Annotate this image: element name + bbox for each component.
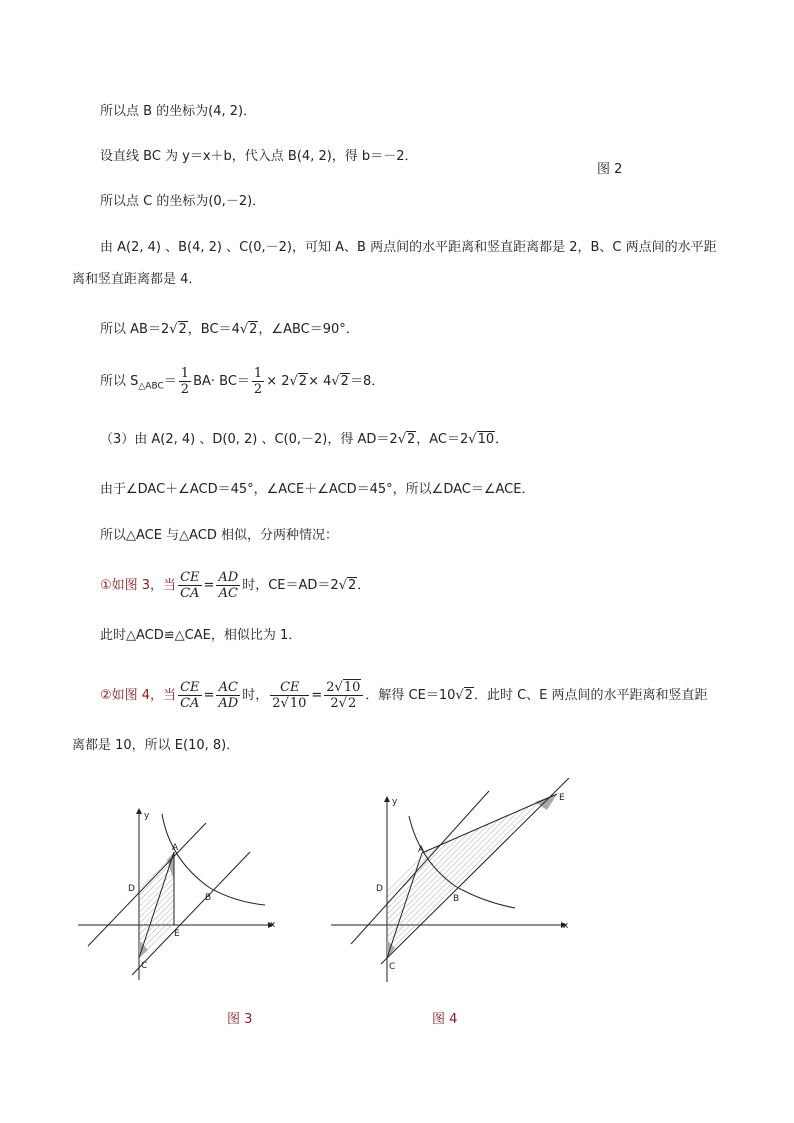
fraction-ac-ad: $\frac{AC}{AD}$	[218, 680, 239, 711]
times-text: × 4	[308, 374, 332, 389]
ab-text: 所以 AB＝2	[100, 322, 170, 337]
fraction-half: $\frac{1}{2}$	[253, 366, 263, 397]
text-line-10	[100, 566, 370, 606]
sqrt-2: √2	[239, 322, 258, 337]
result-text: ＝8．	[349, 374, 385, 389]
ac-text: ，AC＝2	[416, 432, 469, 447]
comma: 时，	[242, 688, 269, 703]
text-line-4a: 由 A(2, 4) 、B(4, 2) 、C(0,－2)，可知 A、B 两点间的水平距离和竖直距离都是 2，B、C 两点间的水平距	[100, 240, 717, 255]
times-text: × 2	[266, 374, 290, 389]
fig2-label: 图 2	[597, 162, 623, 177]
figure-3	[70, 800, 280, 990]
area-subscript: △ABC	[138, 381, 164, 392]
fraction-2sqrt10-2sqrt2: $\frac{2√10}{2√2}$	[324, 680, 363, 711]
area-prefix: 所以 S	[100, 374, 139, 389]
fraction-ce-ca: $\frac{CE}{CA}$	[180, 680, 200, 711]
equals: ＝	[163, 374, 177, 389]
sqrt-10: √10	[468, 432, 495, 447]
equals: =	[203, 578, 215, 593]
text-line-3: 所以点 C 的坐标为(0,－2)．	[100, 194, 266, 209]
period: ．	[495, 432, 509, 447]
point-c-label: C	[389, 962, 396, 972]
period: ．	[357, 578, 371, 593]
figure-4	[325, 778, 575, 988]
fraction-ce-ca: $\frac{CE}{CA}$	[180, 570, 200, 601]
sqrt-2: √2	[397, 432, 416, 447]
y-axis-label: y	[144, 811, 150, 821]
point-b-label: B	[453, 894, 460, 904]
point-a-label: A	[418, 845, 425, 855]
figure-3-caption: 图 3	[227, 1012, 253, 1027]
sqrt-2: √2	[169, 322, 187, 337]
y-axis-label: y	[392, 797, 398, 807]
text-line-5	[100, 320, 359, 340]
distance-text: ．此时 C、E 两点间的水平距离和竖直距	[473, 688, 708, 703]
fraction-ad-ac: $\frac{AD}{AC}$	[218, 570, 239, 601]
part3-text: （3）由 A(2, 4) 、D(0, 2) 、C(0,－2)，得 AD＝2	[100, 432, 398, 447]
point-a-label: A	[172, 843, 179, 853]
text-line-6	[100, 364, 384, 405]
x-axis-label: x	[563, 921, 569, 931]
point-d-label: D	[376, 884, 383, 894]
bc-text: ，BC＝4	[187, 322, 240, 337]
text-line-13: 离都是 10，所以 E(10, 8)．	[72, 738, 240, 753]
text-line-1: 所以点 B 的坐标为(4, 2)．	[100, 104, 257, 119]
text-line-7	[100, 430, 508, 450]
equals: =	[203, 688, 215, 703]
point-e-label: E	[174, 929, 180, 939]
point-c-label: C	[141, 961, 148, 971]
text-line-8: 由于∠DAC＋∠ACD＝45°，∠ACE＋∠ACD＝45°，所以∠DAC＝∠ACE．	[100, 482, 535, 497]
text-line-4b: 离和竖直距离都是 4．	[72, 272, 202, 287]
solve-text: ．解得 CE＝10	[365, 688, 456, 703]
point-b-label: B	[205, 893, 212, 903]
text-line-12	[100, 676, 708, 716]
case1-text: ①如图 3，当	[100, 578, 177, 593]
figure-4-caption: 图 4	[432, 1012, 458, 1027]
sqrt-2: √2	[289, 374, 308, 389]
text-line-2: 设直线 BC 为 y＝x＋b，代入点 B(4, 2)，得 b＝－2．	[100, 149, 418, 164]
text-line-11: 此时△ACD≌△CAE，相似比为 1．	[100, 628, 302, 643]
angle-text: ，∠ABC＝90°．	[258, 322, 359, 337]
equals: =	[311, 688, 323, 703]
ce-text: 时，CE＝AD＝2	[242, 578, 339, 593]
sqrt-2: √2	[338, 578, 357, 593]
point-d-label: D	[128, 884, 135, 894]
fraction-half: $\frac{1}{2}$	[180, 366, 190, 397]
fraction-ce-2sqrt10: $\frac{CE}{2√10}$	[270, 680, 309, 711]
ba-bc-text: BA· BC＝	[193, 374, 250, 389]
x-axis-label: x	[270, 920, 276, 930]
text-line-9: 所以△ACE 与△ACD 相似，分两种情况：	[100, 528, 338, 543]
case2-text: ②如图 4，当	[100, 688, 177, 703]
sqrt-2: √2	[455, 688, 473, 703]
point-e-label: E	[559, 793, 565, 803]
sqrt-2: √2	[331, 374, 349, 389]
